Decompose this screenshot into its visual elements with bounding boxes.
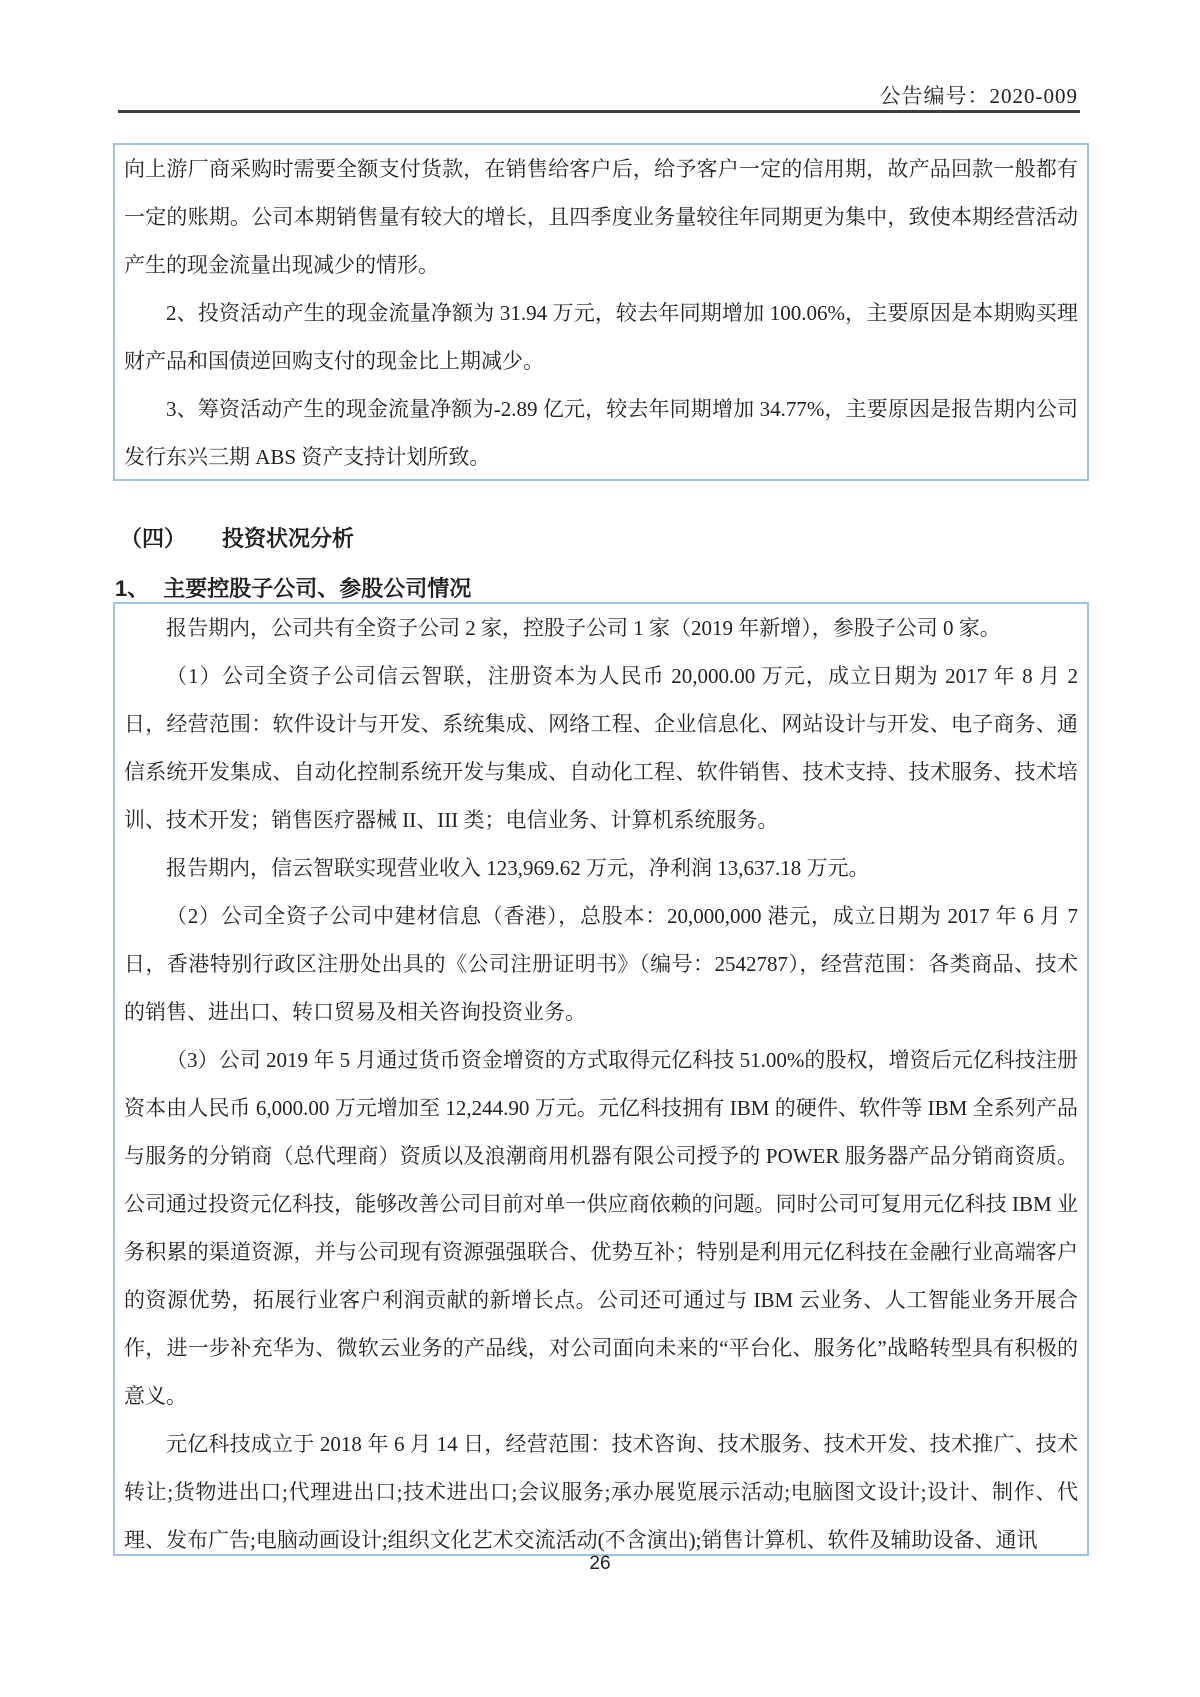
page-number: 26 <box>589 1553 611 1574</box>
section-title: 投资状况分析 <box>222 526 355 551</box>
cash-flow-analysis-box <box>113 143 1089 481</box>
page-header <box>113 80 1078 110</box>
paragraph-subsidiary-3-scope: 元亿科技成立于 2018 年 6 月 14 日，经营范围：技术咨询、技术服务、技术开发、技术推广、技术转让;货物进出口;代理进出口;技术进出口;会议服务;承办展览展示活动;电脑图文设计;设计、制作、代理、发布广告;电脑动画设计;组织文化艺术交流活动(不含演出);销售计算机、软件及辅助设备、通讯 <box>124 1432 1078 1552</box>
paragraph-subsidiary-1: （1）公司全资子公司信云智联，注册资本为人民币 20,000.00 万元，成立日期为 2017 年 8 月 2 日，经营范围：软件设计与开发、系统集成、网络工程、企业信息化、网站设计与开发、电子商务、通信系统开发集成、自动化控制系统开发与集成、自动化工程、软件销售、技术支持、技术服务、技术培训、技术开发；销售医疗器械 II、III 类；电信业务、计算机系统服务。 <box>124 664 1078 832</box>
subsection-number: 1、 <box>115 576 150 601</box>
paragraph-financing-cash-flow: 3、筹资活动产生的现金流量净额为-2.89 亿元，较去年同期增加 34.77%，主要原因是报告期内公司发行东兴三期 ABS 资产支持计划所致。 <box>124 397 1078 469</box>
header-rule <box>118 110 1080 113</box>
paragraph-subsidiary-3: （3）公司 2019 年 5 月通过货币资金增资的方式取得元亿科技 51.00%的股权，增资后元亿科技注册资本由人民币 6,000.00 万元增加至 12,244.90 万元。元亿科技拥有 IBM 的硬件、软件等 IBM 全系列产品与服务的分销商（总代理商）资质以及浪潮商用机器有限公司授予的 POWER 服务器产品分销商资质。公司通过投资元亿科技，能够改善公司目前对单一供应商依赖的问题。同时公司可复用元亿科技 IBM 业务积累的渠道资源，并与公司现有资源强强联合、优势互补；特别是利用元亿科技在金融行业高端客户的资源优势，拓展行业客户利润贡献的新增长点。公司还可通过与 IBM 云业务、人工智能业务开展合作，进一步补充华为、微软云业务的产品线，对公司面向未来的“平台化、服务化”战略转型具有积极的意义。 <box>124 1048 1078 1408</box>
paragraph-subsidiary-2: （2）公司全资子公司中建材信息（香港），总股本：20,000,000 港元，成立日期为 2017 年 6 月 7 日，香港特别行政区注册处出具的《公司注册证明书》（编号：2542787），经营范围：各类商品、技术的销售、进出口、转口贸易及相关咨询投资业务。 <box>124 904 1078 1024</box>
subsidiaries-detail-box <box>113 602 1089 1556</box>
doc-number: 公告编号：2020-009 <box>879 84 1078 108</box>
paragraph-investing-cash-flow: 2、投资活动产生的现金流量净额为 31.94 万元，较去年同期增加 100.06%，主要原因是本期购买理财产品和国债逆回购支付的现金比上期减少。 <box>124 301 1078 373</box>
section-number: （四） <box>120 526 187 551</box>
page-footer <box>0 1553 1200 1575</box>
paragraph-subsidiaries-summary: 报告期内，公司共有全资子公司 2 家，控股子公司 1 家（2019 年新增），参股子公司 0 家。 <box>166 616 1001 640</box>
subsection-title: 主要控股子公司、参股公司情况 <box>163 576 472 601</box>
paragraph-subsidiary-1-results: 报告期内，信云智联实现营业收入 123,969.62 万元，净利润 13,637.18 万元。 <box>166 856 870 880</box>
section-heading-investment-analysis <box>120 522 354 553</box>
paragraph-operating-cash-flow: 向上游厂商采购时需要全额支付货款，在销售给客户后，给予客户一定的信用期，故产品回款一般都有一定的账期。公司本期销售量有较大的增长，且四季度业务量较往年同期更为集中，致使本期经营活动产生的现金流量出现减少的情形。 <box>124 157 1078 277</box>
subsection-heading-subsidiaries <box>115 572 471 603</box>
